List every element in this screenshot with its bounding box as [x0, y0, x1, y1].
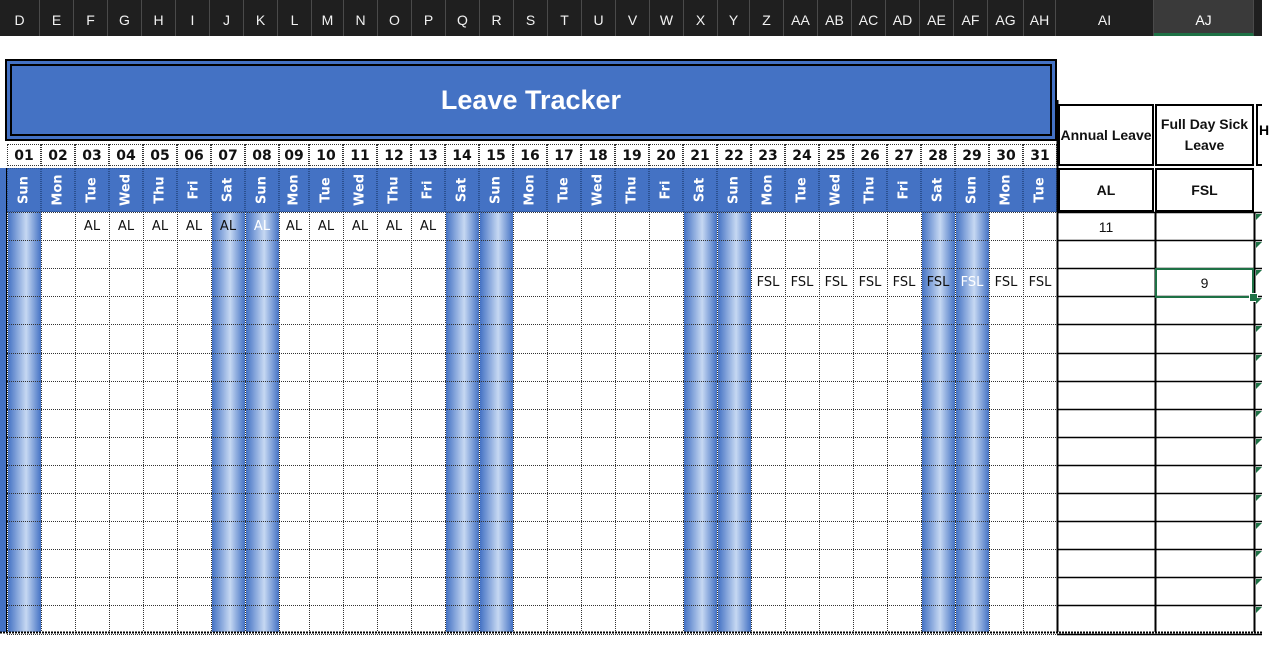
- weekday-label: Thu: [152, 176, 168, 204]
- weekday-label: Thu: [862, 176, 878, 204]
- column-header-u[interactable]: U: [582, 0, 616, 36]
- day-number-01[interactable]: 01: [7, 144, 41, 166]
- column-header-g[interactable]: G: [108, 0, 142, 36]
- error-indicator-icon: [1256, 551, 1262, 557]
- day-number-25[interactable]: 25: [819, 144, 853, 166]
- weekend-column-shading: [212, 212, 245, 632]
- column-header-o[interactable]: O: [378, 0, 412, 36]
- weekday-cell-14[interactable]: [445, 168, 479, 212]
- error-indicator-icon: [1256, 214, 1262, 220]
- column-header-m[interactable]: M: [312, 0, 344, 36]
- weekday-label: Mon: [760, 174, 776, 206]
- weekday-label: Thu: [624, 176, 640, 204]
- weekday-label: Wed: [828, 174, 844, 206]
- active-cell-selection[interactable]: [1155, 268, 1254, 298]
- weekday-label: Fri: [658, 180, 674, 200]
- column-header-aj[interactable]: AJ: [1154, 0, 1254, 36]
- weekday-cell-30[interactable]: [989, 168, 1023, 212]
- day-number-28[interactable]: 28: [921, 144, 955, 166]
- day-number-24[interactable]: 24: [785, 144, 819, 166]
- error-indicator-icon: [1256, 495, 1262, 501]
- column-header-n[interactable]: N: [344, 0, 378, 36]
- column-header-h[interactable]: H: [142, 0, 176, 36]
- weekday-cell-03[interactable]: [75, 168, 109, 212]
- weekday-label: Fri: [896, 180, 912, 200]
- column-header-d[interactable]: D: [0, 0, 40, 36]
- day-number-21[interactable]: 21: [683, 144, 717, 166]
- column-header-j[interactable]: J: [210, 0, 244, 36]
- weekday-label: Tue: [84, 177, 100, 203]
- error-indicator-icon: [1256, 411, 1262, 417]
- error-indicator-icon: [1256, 242, 1262, 248]
- weekday-label: Tue: [556, 177, 572, 203]
- day-number-07[interactable]: 07: [211, 144, 245, 166]
- day-number-14[interactable]: 14: [445, 144, 479, 166]
- weekday-label: Sun: [254, 176, 270, 204]
- day-number-16[interactable]: 16: [513, 144, 547, 166]
- column-header-ab[interactable]: AB: [818, 0, 852, 36]
- leave-entry-al-11[interactable]: AL: [351, 219, 369, 234]
- weekday-label: Mon: [286, 174, 302, 206]
- weekend-column-shading: [246, 212, 279, 632]
- weekend-column-shading: [718, 212, 751, 632]
- weekday-label: Mon: [522, 174, 538, 206]
- day-number-03[interactable]: 03: [75, 144, 109, 166]
- day-number-06[interactable]: 06: [177, 144, 211, 166]
- weekday-cell-27[interactable]: [887, 168, 921, 212]
- leave-entry-al-13[interactable]: AL: [419, 219, 437, 234]
- summary-code-al[interactable]: AL: [1058, 168, 1154, 212]
- leave-entry-fsl-31[interactable]: FSL: [1028, 275, 1052, 291]
- error-indicator-icon: [1256, 579, 1262, 585]
- column-header-ad[interactable]: AD: [886, 0, 920, 36]
- weekday-cell-15[interactable]: [479, 168, 513, 212]
- day-number-22[interactable]: 22: [717, 144, 751, 166]
- leave-entry-al-08[interactable]: AL: [253, 219, 271, 234]
- weekday-cell-16[interactable]: [513, 168, 547, 212]
- weekday-cell-21[interactable]: [683, 168, 717, 212]
- weekday-cell-05[interactable]: [143, 168, 177, 212]
- error-indicator-icon: [1256, 467, 1262, 473]
- weekend-column-shading: [684, 212, 717, 632]
- leave-entry-fsl-26[interactable]: FSL: [858, 275, 882, 291]
- weekday-cell-10[interactable]: [309, 168, 343, 212]
- column-header-s[interactable]: S: [514, 0, 548, 36]
- day-number-20[interactable]: 20: [649, 144, 683, 166]
- weekday-label: Thu: [386, 176, 402, 204]
- weekday-label: Fri: [420, 180, 436, 200]
- weekday-label: Tue: [318, 177, 334, 203]
- error-indicator-icon: [1256, 439, 1262, 445]
- leave-entry-al-06[interactable]: AL: [185, 219, 203, 234]
- weekday-cell-04[interactable]: [109, 168, 143, 212]
- weekday-label: Tue: [794, 177, 810, 203]
- leave-entry-al-05[interactable]: AL: [151, 219, 169, 234]
- weekday-cell-25[interactable]: [819, 168, 853, 212]
- column-header-i[interactable]: I: [176, 0, 210, 36]
- weekday-label: Sun: [726, 176, 742, 204]
- weekday-cell-08[interactable]: [245, 168, 279, 212]
- error-indicator-icon: [1256, 383, 1262, 389]
- leave-entry-fsl-24[interactable]: FSL: [790, 275, 814, 291]
- weekday-cell-06[interactable]: [177, 168, 211, 212]
- annual-leave-count[interactable]: 11: [1098, 219, 1114, 235]
- weekday-cell-17[interactable]: [547, 168, 581, 212]
- day-number-11[interactable]: 11: [343, 144, 377, 166]
- day-number-18[interactable]: 18: [581, 144, 615, 166]
- weekday-cell-01[interactable]: [7, 168, 41, 212]
- leave-entry-fsl-25[interactable]: FSL: [824, 275, 848, 291]
- leave-entry-fsl-30[interactable]: FSL: [994, 275, 1018, 291]
- title-banner: [5, 59, 1057, 141]
- column-header-aa[interactable]: AA: [784, 0, 818, 36]
- weekend-column-shading: [8, 212, 41, 632]
- day-number-27[interactable]: 27: [887, 144, 921, 166]
- weekday-label: Fri: [186, 180, 202, 200]
- summary-header-annual-leave[interactable]: Annual Leave: [1058, 104, 1154, 166]
- column-header-y[interactable]: Y: [718, 0, 750, 36]
- column-header-f[interactable]: F: [74, 0, 108, 36]
- day-number-12[interactable]: 12: [377, 144, 411, 166]
- leave-entry-al-03[interactable]: AL: [83, 219, 101, 234]
- day-number-09[interactable]: 09: [279, 144, 309, 166]
- column-header-r[interactable]: R: [480, 0, 514, 36]
- weekday-cell-29[interactable]: [955, 168, 989, 212]
- day-number-17[interactable]: 17: [547, 144, 581, 166]
- leave-entry-fsl-23[interactable]: FSL: [756, 275, 780, 291]
- weekday-cell-24[interactable]: [785, 168, 819, 212]
- column-header-ae[interactable]: AE: [920, 0, 954, 36]
- day-number-26[interactable]: 26: [853, 144, 887, 166]
- error-indicator-icon: [1256, 607, 1262, 613]
- weekday-cell-28[interactable]: [921, 168, 955, 212]
- leave-entry-al-04[interactable]: AL: [117, 219, 135, 234]
- leave-entry-fsl-29[interactable]: FSL: [960, 275, 984, 291]
- day-number-02[interactable]: 02: [41, 144, 75, 166]
- leave-entry-al-07[interactable]: AL: [219, 219, 237, 234]
- weekday-label: Sun: [488, 176, 504, 204]
- weekday-cell-13[interactable]: [411, 168, 445, 212]
- summary-code-fsl[interactable]: FSL: [1155, 168, 1254, 212]
- sick-leave-count[interactable]: 9: [1200, 275, 1209, 291]
- day-number-31[interactable]: 31: [1023, 144, 1057, 166]
- weekday-cell-23[interactable]: [751, 168, 785, 212]
- day-number-29[interactable]: 29: [955, 144, 989, 166]
- weekend-column-shading: [446, 212, 479, 632]
- weekday-cell-31[interactable]: [1023, 168, 1057, 212]
- column-header-ag[interactable]: AG: [988, 0, 1024, 36]
- weekday-label: Sat: [930, 177, 946, 203]
- weekday-cell-02[interactable]: [41, 168, 75, 212]
- weekday-cell-09[interactable]: [279, 168, 309, 212]
- weekday-label: Sat: [692, 177, 708, 203]
- weekday-label: Wed: [590, 174, 606, 206]
- day-number-08[interactable]: 08: [245, 144, 279, 166]
- column-header-x[interactable]: X: [684, 0, 718, 36]
- day-number-10[interactable]: 10: [309, 144, 343, 166]
- column-header-ai[interactable]: AI: [1056, 0, 1154, 36]
- weekday-label: Mon: [998, 174, 1014, 206]
- day-number-30[interactable]: 30: [989, 144, 1023, 166]
- weekday-cell-20[interactable]: [649, 168, 683, 212]
- column-header-v[interactable]: V: [616, 0, 650, 36]
- column-header-af[interactable]: AF: [954, 0, 988, 36]
- column-header-z[interactable]: Z: [750, 0, 784, 36]
- column-header-q[interactable]: Q: [446, 0, 480, 36]
- day-number-05[interactable]: 05: [143, 144, 177, 166]
- column-header-k[interactable]: K: [244, 0, 278, 36]
- day-number-13[interactable]: 13: [411, 144, 445, 166]
- leave-entry-al-12[interactable]: AL: [385, 219, 403, 234]
- leave-entry-al-09[interactable]: AL: [285, 219, 303, 234]
- leave-entry-fsl-28[interactable]: FSL: [926, 275, 950, 291]
- weekday-label: Mon: [50, 174, 66, 206]
- weekend-column-shading: [480, 212, 513, 632]
- error-indicator-icon: [1256, 523, 1262, 529]
- day-number-23[interactable]: 23: [751, 144, 785, 166]
- leave-entry-fsl-27[interactable]: FSL: [892, 275, 916, 291]
- error-indicator-icon: [1256, 298, 1262, 304]
- day-number-19[interactable]: 19: [615, 144, 649, 166]
- column-header-ac[interactable]: AC: [852, 0, 886, 36]
- error-indicator-icon: [1256, 326, 1262, 332]
- weekday-label: Sat: [220, 177, 236, 203]
- page-title[interactable]: Leave Tracker: [440, 84, 622, 115]
- error-indicator-icon: [1256, 355, 1262, 361]
- weekday-cell-07[interactable]: [211, 168, 245, 212]
- weekday-label: Sun: [964, 176, 980, 204]
- error-indicator-icon: [1256, 270, 1262, 276]
- weekday-label: Wed: [118, 174, 134, 206]
- cut-header-label: H: [1259, 122, 1269, 138]
- summary-header-full-day-sick-leave[interactable]: Full Day Sick Leave: [1155, 104, 1254, 166]
- weekday-label: Wed: [352, 174, 368, 206]
- left-border-strip: [0, 168, 7, 632]
- day-number-04[interactable]: 04: [109, 144, 143, 166]
- weekday-cell-19[interactable]: [615, 168, 649, 212]
- column-header-bar: [0, 0, 1262, 36]
- weekday-cell-18[interactable]: [581, 168, 615, 212]
- summary-header-cut-off[interactable]: [1256, 104, 1269, 166]
- weekday-cell-12[interactable]: [377, 168, 411, 212]
- weekday-label: Tue: [1032, 177, 1048, 203]
- column-header-w[interactable]: W: [650, 0, 684, 36]
- column-header-ah[interactable]: AH: [1024, 0, 1056, 36]
- leave-entry-al-10[interactable]: AL: [317, 219, 335, 234]
- day-number-15[interactable]: 15: [479, 144, 513, 166]
- column-header-p[interactable]: P: [412, 0, 446, 36]
- weekday-cell-26[interactable]: [853, 168, 887, 212]
- weekday-cell-22[interactable]: [717, 168, 751, 212]
- column-header-t[interactable]: T: [548, 0, 582, 36]
- weekday-cell-11[interactable]: [343, 168, 377, 212]
- column-header-l[interactable]: L: [278, 0, 312, 36]
- weekday-label: Sun: [16, 176, 32, 204]
- weekday-label: Sat: [454, 177, 470, 203]
- column-header-e[interactable]: E: [40, 0, 74, 36]
